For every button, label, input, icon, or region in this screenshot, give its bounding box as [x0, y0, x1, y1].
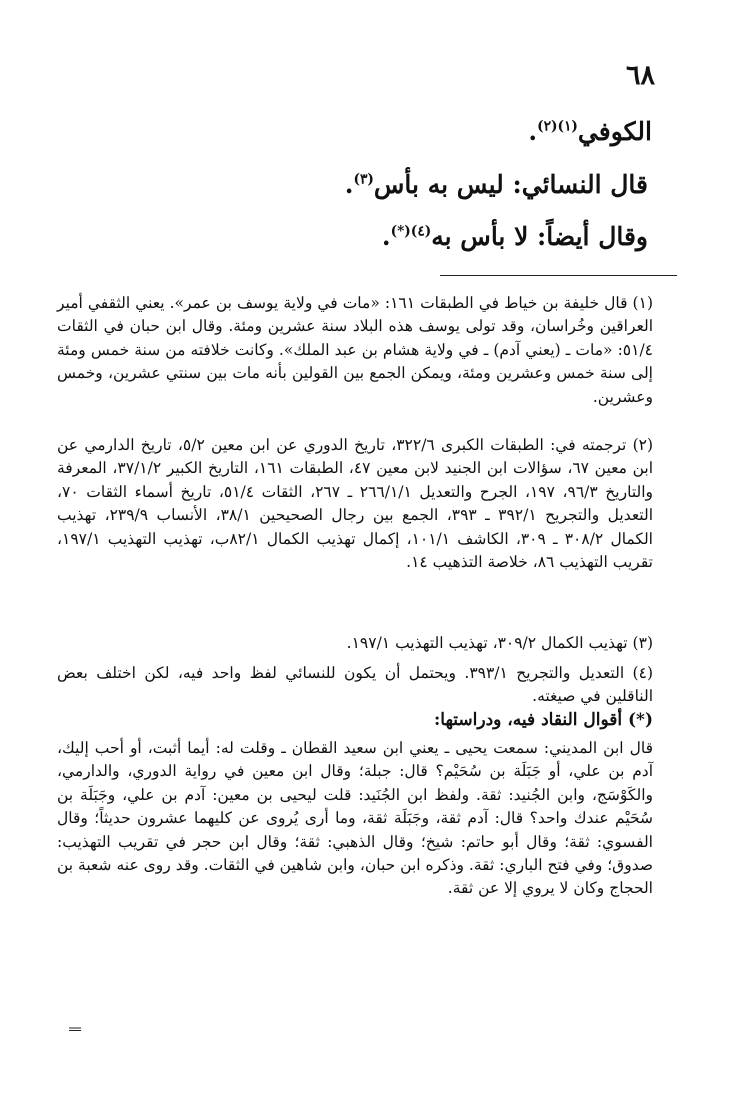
margin-mark: =	[66, 1022, 84, 1036]
critics-section-body: قال ابن المديني: سمعت يحيى ـ يعني ابن سعيد القطان ـ وقلت له: أيما أثبت، أو أحب إليك، آدم بن علي، أو جَبَلَة بن سُحَيْم؟ قال: جبلة؛ وقال ابن معين في رواية الدوري، والدارمي، والكَوْسَج، وابن الجُنيد: ثقة. ولفظ ابن الجُنَيد: قلت ليحيى بن معين: آدم بن علي، وجَبَلَة بن سُحَيْم عندك واحد؟ قال: آدم ثقة، وجَبَلَة ثقة، وما أرى يُروى عن كليهما عشرون حديثاً؛ وقال الفسوي: ثقة؛ وقال أبو حاتم: شيخ؛ وقال الذهبي: ثقة؛ وقال ابن حجر في تقريب التهذيب: صدوق؛ وفي فتح الباري: ثقة. وذكره ابن حبان، وابن شاهين في الثقات. وقد روى عنه شعبة بن الحجاج وكان لا يروي إلا عن ثقة.	[57, 739, 653, 898]
main-text-also: وقال أيضاً: لا بأس به	[431, 222, 648, 251]
footnote-ref-3: (٣)	[353, 171, 374, 188]
footnote-separator	[440, 275, 677, 276]
footnote-1: (١) قال خليفة بن خياط في الطبقات ١٦١: «مات في ولاية يوسف بن عمر». يعني الثقفي أمير العراقين وخُراسان، وقد تولى يوسف هذه البلاد سنة عشرين ومئة. وقال ابن حبان في الثقات ٥١/٤: «مات ـ (يعني آدم) ـ في ولاية هشام بن عبد الملك». وكانت خلافته من سنة خمس ومئة إلى سنة خمس وعشرين ومئة، ويمكن الجمع بين القولين بأنه مات بين سنتي عشرين، وخمس وعشرين.	[57, 294, 653, 406]
footnote-3: (٣) تهذيب الكمال ٣٠٩/٢، تهذيب التهذيب ١٩٧/١.	[346, 634, 653, 652]
page-number: ٦٨	[625, 60, 655, 91]
main-text-line-2: قال النسائي: ليس به بأس$^{(٣)}$.	[344, 170, 648, 199]
footnote-2: (٢) ترجمته في: الطبقات الكبرى ٣٢٢/٦، تاريخ الدوري عن ابن معين ٥/٢، تاريخ الدارمي عن ابن معين ٦٧، سؤالات ابن الجنيد لابن معين ٤٧، الطبقات ١٦١، التاريخ الكبير ٣٧/١/٢، المعرفة والتاريخ ٩٦/٣، ١٩٧، الجرح والتعديل ٢٦٦/١/١ ـ ٢٦٧، الثقات ٥١/٤، تاريخ أسماء الثقات ٧٠، التعديل والتجريح ٣٩٢/١ ـ ٣٩٣، الجمع بين رجال الصحيحين ٣٨/١، الأنساب ٢٣٩/٩، تهذيب الكمال ٣٠٨/٢ ـ ٣٠٩، الكاشف ١٠١/١، إكمال تهذيب الكمال ٨٢/١ب، تهذيب التهذيب ١٩٧/١، تقريب التهذيب ٨٦، خلاصة التذهيب ١٤.	[57, 436, 654, 572]
critics-section-title: (*) أقوال النقاد فيه، ودراستها:	[434, 710, 653, 730]
footnote-4: (٤) التعديل والتجريح ٣٩٣/١. ويحتمل أن يكون للنسائي لفظ واحد فيه، لكن اختلف بعض الناقلين في صيغته.	[57, 664, 653, 706]
main-text-line-1: الكوفي$^{(١)(٢)}$.	[528, 117, 652, 146]
footnote-refs-4-star: (٤)(*)	[390, 223, 432, 240]
footnote-refs-1-2: (١)(٢)	[537, 118, 578, 135]
main-text-kufi: الكوفي	[577, 117, 652, 146]
main-text-nasai: قال النسائي: ليس به بأس	[373, 170, 648, 199]
main-text-line-3: وقال أيضاً: لا بأس به$^{(٤)(*)}$.	[381, 222, 648, 251]
